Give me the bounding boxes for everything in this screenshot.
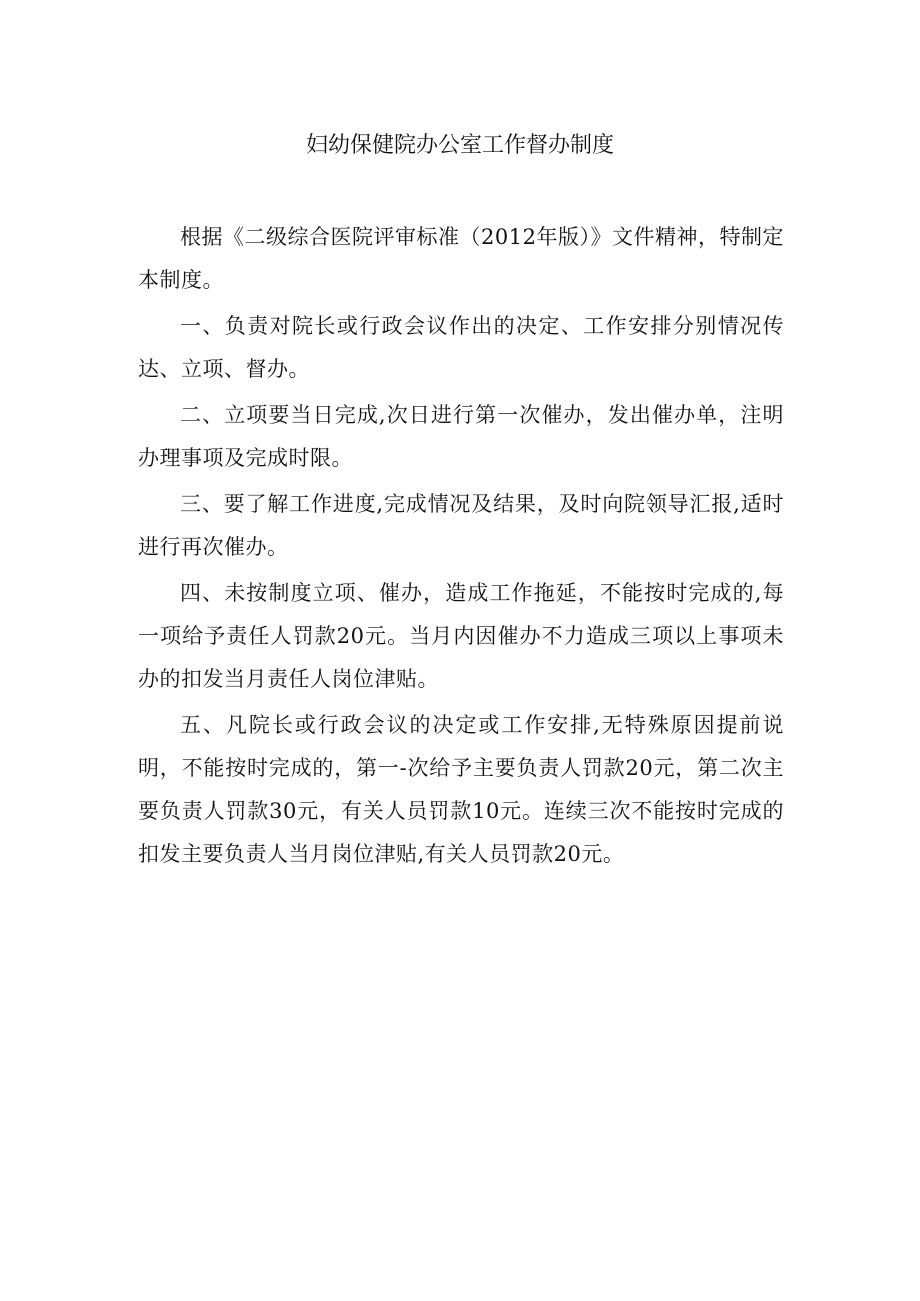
document-body xyxy=(138,216,784,879)
rule-paragraph-1: 一、负责对院长或行政会议作出的决定、工作安排分别情况传达、立项、督办。 xyxy=(138,314,784,381)
rule-paragraph-2: 二、立项要当日完成,次日进行第一次催办，发出催办单，注明办理事项及完成时限。 xyxy=(138,403,784,470)
rule-paragraph-3: 三、要了解工作进度,完成情况及结果，及时向院领导汇报,适时进行再次催办。 xyxy=(138,492,784,559)
rule-paragraph-4: 四、未按制度立项、催办，造成工作拖延，不能按时完成的,每一项给予责任人罚款20元。当月内因催办不力造成三项以上事项未办的扣发当月责任人岗位津贴。 xyxy=(138,581,784,691)
intro-paragraph: 根据《二级综合医院评审标准（2012年版）》文件精神，特制定本制度。 xyxy=(138,225,784,292)
rule-paragraph-5: 五、凡院长或行政会议的决定或工作安排,无特殊原因提前说明，不能按时完成的，第一-次给予主要负责人罚款20元，第二次主要负责人罚款30元，有关人员罚款10元。连续三次不能按时完成的扣发主要负责人当月岗位津贴,有关人员罚款20元。 xyxy=(138,713,784,866)
document-title: 妇幼保健院办公室工作督办制度 xyxy=(305,133,614,158)
